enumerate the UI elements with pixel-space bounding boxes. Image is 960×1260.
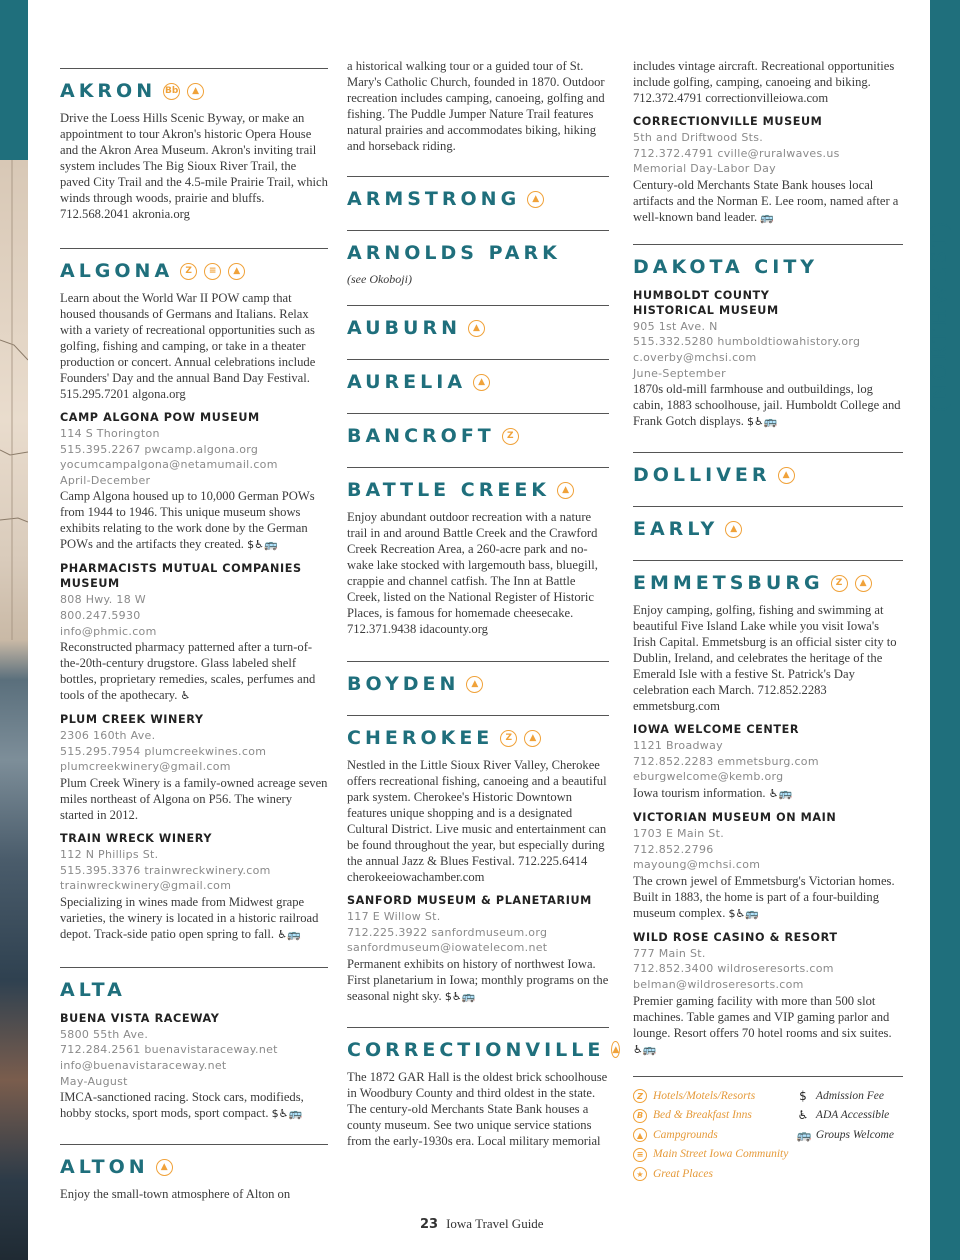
- city-description: The 1872 GAR Hall is the oldest brick schoolhouse in Woodbury County and third oldest in the state. The century-old Merchants State Bank houses a county museum. See two unique service stations from the early-1930s era. Local military memorial: [347, 1069, 608, 1148]
- region-label: (NORTHWEST): [926, 218, 951, 412]
- venue-phone-web: 712.225.3922 sanfordmuseum.org: [347, 925, 548, 939]
- city-title: BOYDEN ▲: [347, 671, 609, 697]
- section-dakota-city: [633, 244, 903, 430]
- city-title: DOLLIVER ▲: [633, 462, 903, 488]
- section-algona: [60, 248, 328, 943]
- venue: [60, 831, 328, 943]
- section-aurelia: [347, 359, 609, 395]
- great-places-icon: ▲: [473, 374, 490, 391]
- venue-season: June-September: [633, 366, 726, 380]
- city-title: AUBURN ▲: [347, 315, 609, 341]
- continued-text: a historical walking tour or a guided tour of St. Mary's Catholic Church, founded in 1870. Outdoor recreation includes camping, canoeing, golfing and fishing. The Puddle Jumper Nature Trail features natural prairies and accommodates biking, hiking and horseback riding.: [347, 59, 605, 153]
- section-akron: [60, 68, 328, 222]
- venue-address: 112 N Phillips St.: [60, 847, 159, 861]
- venue-description: Specializing in wines made from Midwest grape varieties, the winery is located in a historic railroad depot. Track-side patio open spring to fall. ♿🚌: [60, 894, 319, 941]
- venue-description: The crown jewel of Emmetsburg's Victorian homes. Built in 1883, the home is part of a four-building museum complex. $♿🚌: [633, 873, 895, 920]
- venue-email: mayoung@mchsi.com: [633, 858, 761, 872]
- groups-welcome-icon: 🚌: [796, 1127, 812, 1142]
- city-title: ALTA: [60, 978, 126, 1001]
- main-street-icon: ≡: [204, 263, 221, 280]
- great-places-icon: ▲: [725, 521, 742, 538]
- venue-phone-web: 515.395.3376 trainwreckwinery.com: [60, 863, 271, 877]
- hotels-icon: Z: [180, 263, 197, 280]
- venue-phone-web: 515.295.7954 plumcreekwines.com: [60, 744, 267, 758]
- venue-description: 1870s old-mill farmhouse and outbuildings, log cabin, 1883 schoolhouse, jail. Humboldt College and Frank Gotch displays. $♿🚌: [633, 382, 901, 429]
- city-title: EMMETSBURG Z ▲: [633, 570, 903, 596]
- venue-address: 2306 160th Ave.: [60, 729, 156, 743]
- city-title: CHEROKEE Z ▲: [347, 725, 609, 751]
- venue-season: Memorial Day-Labor Day: [633, 162, 776, 176]
- venue-address: 905 1st Ave. N: [633, 319, 718, 333]
- venue-phone-web: 712.852.2283 emmetsburg.com: [633, 754, 819, 768]
- legend-item: B Bed & Breakfast Inns: [633, 1106, 797, 1126]
- venue: [60, 410, 328, 553]
- hotels-icon: Z: [831, 575, 848, 592]
- venue-address: 1703 E Main St.: [633, 826, 724, 840]
- great-places-icon: ▲: [228, 263, 245, 280]
- amenity-icons: $♿🚌: [247, 538, 278, 552]
- venue-name: PLUM CREEK WINERY: [60, 713, 204, 727]
- venue-name: CAMP ALGONA POW MUSEUM: [60, 411, 260, 424]
- right-accent-strip: [930, 0, 960, 1260]
- legend-item: ★ Great Places: [633, 1165, 797, 1185]
- legend-item: ▲ Campgrounds: [633, 1126, 797, 1146]
- see-reference: (see Okoboji): [347, 272, 412, 286]
- venue: [633, 930, 903, 1058]
- venue-address: 777 Main St.: [633, 946, 706, 960]
- venue-address: 1121 Broadway: [633, 739, 723, 753]
- city-title: EARLY ▲: [633, 516, 903, 542]
- venue-phone-web: 712.284.2561 buenavistaraceway.net: [60, 1043, 278, 1057]
- great-places-icon: ▲: [466, 676, 483, 693]
- great-places-icon: ▲: [557, 482, 574, 499]
- venue: [633, 114, 903, 226]
- venue-address: 117 E Willow St.: [347, 910, 441, 923]
- map-lines-decoration: [0, 0, 28, 1260]
- guide-title: Iowa Travel Guide: [446, 1216, 544, 1231]
- venue-description: Reconstructed pharmacy patterned after a turn-of-the-20th-century drugstore. Glass labeled shelf bottles, proprietary remedies, scales, perfumes and tools of the apothecary. ♿: [60, 640, 316, 703]
- city-title: DAKOTA CITY: [633, 255, 819, 278]
- venue-email: c.overby@mchsi.com: [633, 350, 757, 364]
- venue-email: sanfordmuseum@iowatelecom.net: [347, 941, 548, 955]
- city-title: BANCROFT Z: [347, 423, 609, 449]
- city-title: ALTON ▲: [60, 1154, 328, 1180]
- venue-phone: 800.247.5930: [60, 608, 141, 622]
- city-title: ALGONA Z ≡ ▲: [60, 258, 328, 284]
- venue-description: IMCA-sanctioned racing. Stock cars, modifieds, hobby stocks, sport mods, sport compact. $♿🚌: [60, 1090, 304, 1121]
- amenity-icons: ♿🚌: [277, 927, 301, 941]
- venue: [60, 1011, 328, 1122]
- hotels-icon: Z: [633, 1089, 647, 1103]
- venue-name: VICTORIAN MUSEUM ON MAIN: [633, 810, 837, 824]
- column-3: [633, 58, 903, 1184]
- column-1: [60, 50, 328, 1220]
- venue-description: Premier gaming facility with more than 500 slot machines. Table games and VIP gaming parlor and lounge. Resort offers 70 hotel rooms and six suites. ♿🚌: [633, 993, 892, 1056]
- legend-item: $ Admission Fee: [797, 1087, 903, 1107]
- venue-name: IOWA WELCOME CENTER: [633, 723, 800, 737]
- icon-legend: [633, 1076, 903, 1185]
- city-title: ARNOLDS PARK: [347, 242, 561, 264]
- section-cherokee: [347, 715, 609, 1005]
- venue-season: May-August: [60, 1074, 128, 1088]
- venue-phone-web: 515.332.5280 humboldtiowahistory.org: [633, 335, 861, 349]
- city-description: Enjoy camping, golfing, fishing and swimming at beautiful Five Island Lake while you visit Iowa's Irish Capital. Emmetsburg is an official sister city to Dublin, Ireland, and celebrates the heritage of the Emerald Isle with a festive St. Patrick's Day celebration each March. 712.852.2283 emmetsburg.com: [633, 603, 897, 714]
- section-alta: [60, 967, 328, 1122]
- venue-name: BUENA VISTA RACEWAY: [60, 1011, 220, 1025]
- venue-address: 5800 55th Ave.: [60, 1027, 149, 1041]
- venue: [633, 810, 903, 922]
- page-number: 23: [420, 1217, 439, 1232]
- city-description: Nestled in the Little Sioux River Valley, Cherokee offers recreational fishing, canoeing and a beautiful park system. Cherokee's Historic Downtown features unique shopping and is a designated Cultural District. Live music and entertainment can be found throughout the year, but especially during the annual Jazz & Blues Festival. 712.225.6414 cherokeeiowachamber.com: [347, 758, 607, 884]
- section-alton: [60, 1144, 328, 1202]
- venue-name: CORRECTIONVILLE MUSEUM: [633, 115, 823, 128]
- venue-email: yocumcampalgona@netamumail.com: [60, 458, 278, 472]
- venue-address: 114 S Thorington: [60, 427, 160, 440]
- section-boyden: [347, 661, 609, 697]
- continued-text: includes vintage aircraft. Recreational opportunities include golfing, camping, canoeing and biking. 712.372.4791 correctionvilleiowa.com: [633, 59, 895, 105]
- venue-phone: 712.852.2796: [633, 842, 714, 856]
- venue-email: plumcreekwinery@gmail.com: [60, 760, 231, 774]
- city-description: Enjoy abundant outdoor recreation with a nature trail in and around Battle Creek and the Crawford Creek Recreation Area, a 260-acre park and no-wake lake stocked with largemouth bass, bluegill, crappie and channel catfish. The Inn at Battle Creek, listed on the National Register of Historic Places, is famous for homemade cheesecake. 712.371.9438 idacounty.org: [347, 510, 598, 636]
- legend-item: ♿ ADA Accessible: [797, 1106, 903, 1126]
- city-title: CORRECTIONVILLE ▲: [347, 1038, 620, 1061]
- venue-phone-web: 515.395.2267 pwcamp.algona.org: [60, 442, 259, 456]
- venue: [633, 722, 903, 802]
- section-early: [633, 506, 903, 542]
- great-places-icon: ▲: [855, 575, 872, 592]
- section-auburn: [347, 305, 609, 341]
- venue-phone-web: 712.852.3400 wildroseresorts.com: [633, 962, 834, 976]
- city-title: ARMSTRONG ▲: [347, 186, 609, 212]
- ada-accessible-icon: ♿: [797, 1108, 809, 1122]
- legend-lodging: [633, 1087, 797, 1185]
- city-title: AKRON Bb ▲: [60, 78, 328, 104]
- city-title: BATTLE CREEK ▲: [347, 477, 609, 503]
- amenity-icons: $♿🚌: [271, 1107, 303, 1121]
- amenity-icons: ♿: [180, 689, 191, 703]
- venue-address: 5th and Driftwood Sts.: [633, 131, 764, 144]
- admission-fee-icon: $: [799, 1088, 807, 1103]
- great-places-icon: ▲: [468, 320, 485, 337]
- section-battle-creek: [347, 467, 609, 637]
- main-street-icon: ≡: [633, 1148, 647, 1162]
- column-2: [347, 58, 620, 1167]
- great-places-icon: ▲: [524, 730, 541, 747]
- venue-name: HUMBOLDT COUNTY HISTORICAL MUSEUM: [633, 288, 779, 317]
- city-description: Enjoy the small-town atmosphere of Alton on: [60, 1187, 291, 1202]
- amenity-icons: $♿🚌: [747, 415, 778, 429]
- great-places-icon: ▲: [187, 83, 204, 100]
- venue-email: eburgwelcome@kemb.org: [633, 770, 784, 784]
- city-description: Drive the Loess Hills Scenic Byway, or make an appointment to tour Akron's historic Opera House and the Akron Area Museum. Akron's inviting trail system includes The Big Sioux River Trail, the paved City Trail and the 4.5-mile Prairie Trail, which winds through woods, prairie and bluffs. 712.568.2041 akronia.org: [60, 111, 328, 221]
- venue: [60, 712, 328, 823]
- hotels-icon: Z: [500, 730, 517, 747]
- city-description: Learn about the World War II POW camp that housed thousands of Germans and Italians. Relax with a variety of recreational opportunities such as golfing, fishing and camping, or take in a theater production or concert. Annual celebrations include Founders' Day and the annual Band Day Festival. 515.295.7201 algona.org: [60, 291, 316, 401]
- venue-season: April-December: [60, 473, 151, 487]
- legend-item: 🚌 Groups Welcome: [797, 1126, 903, 1146]
- section-bancroft: [347, 413, 609, 449]
- venue-description: Plum Creek Winery is a family-owned acreage seven miles northeast of Algona on P56. The winery started in 2012.: [60, 775, 328, 822]
- hotels-icon: Z: [502, 428, 519, 445]
- venue: [60, 561, 328, 704]
- venue-description: Camp Algona housed up to 10,000 German POWs from 1944 to 1946. This unique museum shows exhibits relating to the work done by the German POWs and the artifacts they created. $♿🚌: [60, 489, 315, 552]
- amenity-icons: ♿🚌: [633, 1042, 657, 1056]
- venue-name: PHARMACISTS MUTUAL COMPANIES MUSEUM: [60, 562, 302, 591]
- legend-item: Z Hotels/Motels/Resorts: [633, 1087, 797, 1107]
- great-places-icon: ▲: [778, 467, 795, 484]
- city-title: AURELIA ▲: [347, 369, 609, 395]
- great-places-icon: ▲: [156, 1159, 173, 1176]
- legend-item: ≡ Main Street Iowa Community: [633, 1145, 797, 1165]
- venue-address: 808 Hwy. 18 W: [60, 593, 146, 607]
- bed-and-breakfast-icon: B: [633, 1109, 647, 1123]
- venue: [633, 288, 903, 430]
- venue-name: SANFORD MUSEUM & PLANETARIUM: [347, 894, 592, 907]
- section-emmetsburg: [633, 560, 903, 1057]
- amenity-icons: $♿🚌: [728, 906, 760, 920]
- great-places-icon: ★: [633, 1167, 647, 1181]
- venue-email: trainwreckwinery@gmail.com: [60, 879, 232, 893]
- page-footer: [420, 1216, 544, 1232]
- amenity-icons: $♿🚌: [444, 989, 476, 1003]
- venue-description: Century-old Merchants State Bank houses local artifacts and the Norman E. Lee room, named after a well-known band leader. 🚌: [633, 177, 899, 224]
- section-correctionville: [347, 1027, 620, 1149]
- legend-amenities: [797, 1087, 903, 1185]
- bed-and-breakfast-icon: Bb: [163, 83, 180, 100]
- venue-name: WILD ROSE CASINO & RESORT: [633, 930, 838, 944]
- venue-description: Iowa tourism information. ♿🚌: [633, 785, 793, 800]
- left-photo-strip: [0, 0, 28, 1260]
- venue-description: Permanent exhibits on history of northwest Iowa. First planetarium in Iowa; monthly programs on the seasonal night sky. $♿🚌: [347, 956, 609, 1003]
- venue-phone-email: 712.372.4791 cville@ruralwaves.us: [633, 146, 840, 160]
- venue-email: info@phmic.com: [60, 624, 157, 638]
- venue-name: TRAIN WRECK WINERY: [60, 831, 213, 845]
- amenity-icons: 🚌: [760, 210, 775, 224]
- amenity-icons: ♿🚌: [768, 786, 793, 800]
- venue-email: belman@wildroseresorts.com: [633, 977, 804, 991]
- section-armstrong: [347, 176, 609, 212]
- section-arnolds-park: [347, 230, 609, 287]
- great-places-icon: ▲: [527, 191, 544, 208]
- venue-email: info@buenavistaraceway.net: [60, 1058, 227, 1072]
- section-dolliver: [633, 452, 903, 488]
- venue: [347, 893, 609, 1005]
- campgrounds-icon: ▲: [633, 1128, 647, 1142]
- great-places-icon: ▲: [611, 1041, 620, 1058]
